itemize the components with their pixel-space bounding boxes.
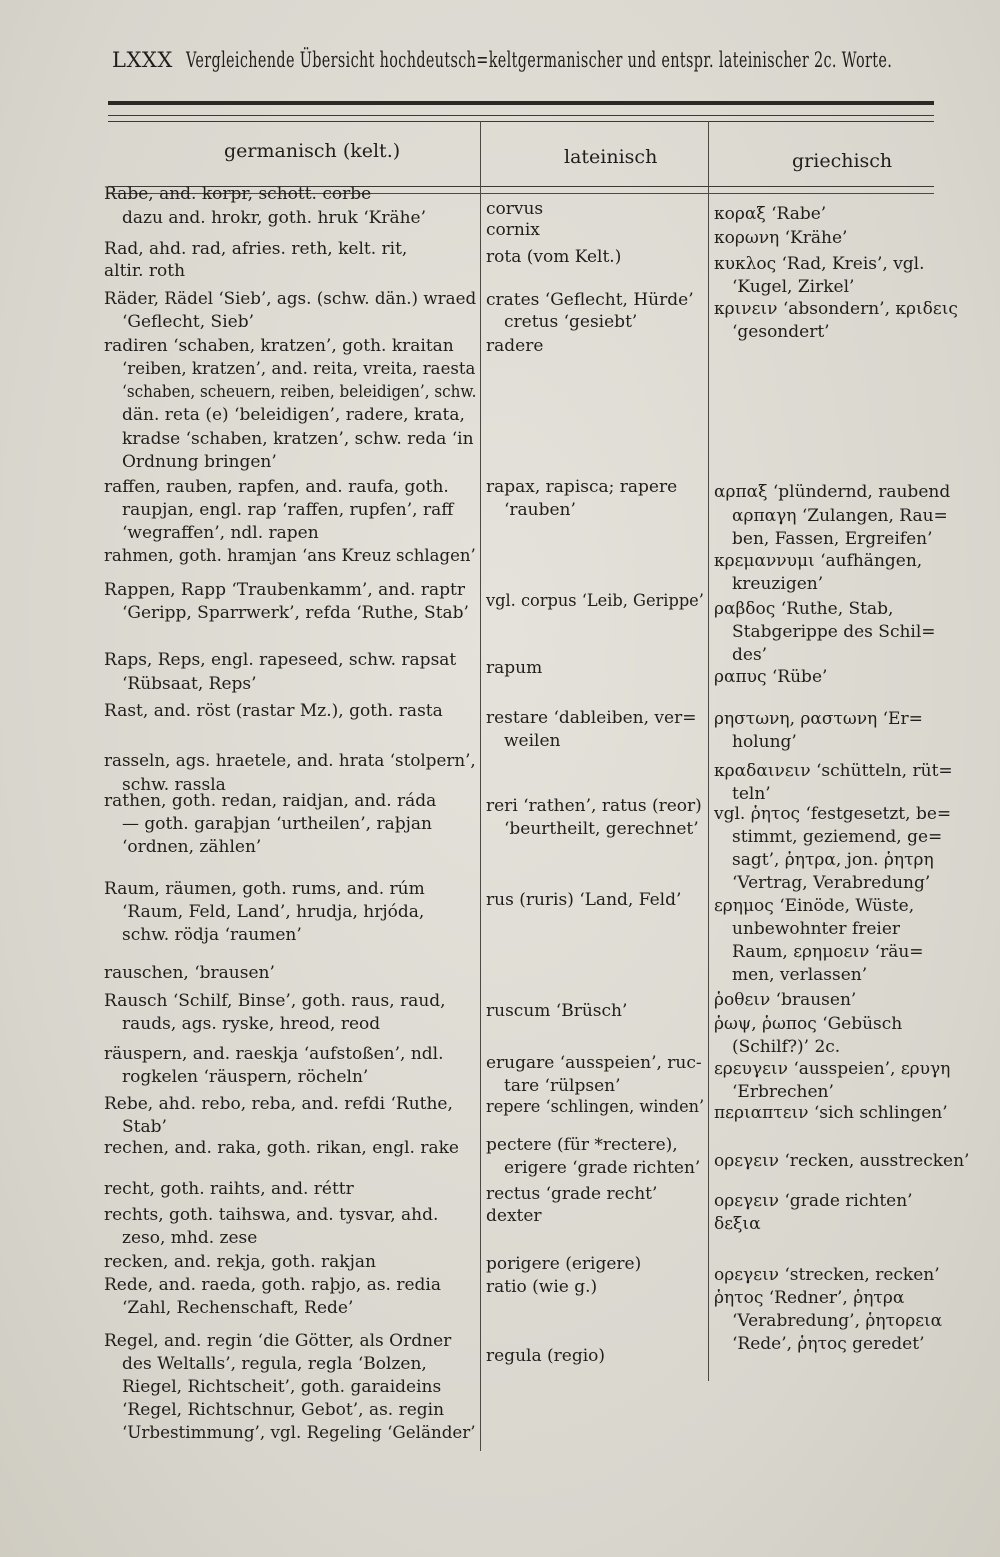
greek-entry-line: Raum, ερημοειν ‘räu= — [732, 942, 924, 962]
germanic-entry-line: rauschen, ‘brausen’ — [104, 963, 275, 983]
column-header-latin: lateinisch — [564, 146, 658, 168]
latin-entry-line: tare ‘rülpsen’ — [504, 1076, 621, 1096]
latin-entry-line: cornix — [486, 220, 540, 240]
latin-entry-line: dexter — [486, 1206, 542, 1226]
latin-entry-line: corvus — [486, 199, 544, 219]
page-number: LXXX — [112, 48, 173, 72]
germanic-entry-line: ‘ordnen, zählen’ — [122, 837, 262, 857]
germanic-entry-line: ‘reiben, kratzen’, and. reita, vreita, raesta — [122, 359, 476, 379]
germanic-entry-line: Rede, and. raeda, goth. raþjo, as. redia — [104, 1275, 442, 1295]
greek-entry-line: ερευγειν ‘ausspeien’, ερυγη — [714, 1059, 951, 1079]
germanic-entry-line: rathen, goth. redan, raidjan, and. ráda — [104, 791, 437, 811]
column-header-greek: griechisch — [792, 150, 893, 172]
greek-entry-line: sagt’, ῥητρα, jon. ῥητρη — [732, 850, 934, 870]
greek-entry-line: ben, Fassen, Ergreifen’ — [732, 529, 933, 549]
germanic-entry-line: ‘Regel, Richtschnur, Gebot’, as. regin — [122, 1400, 445, 1420]
germanic-entry-line: Rad, ahd. rad, afries. reth, kelt. rit, — [104, 239, 408, 259]
latin-entry-line: pectere (für *rectere), — [486, 1135, 678, 1155]
latin-entry-line: ‘beurtheilt, gerechnet’ — [504, 819, 699, 839]
greek-entry-line: ‘Erbrechen’ — [732, 1082, 834, 1102]
greek-entry-line: ραβδος ‘Ruthe, Stab, — [714, 599, 894, 619]
latin-entry-line: ‘rauben’ — [504, 500, 576, 520]
latin-entry-line: rus (ruris) ‘Land, Feld’ — [486, 890, 682, 910]
latin-entry-line: weilen — [504, 731, 561, 751]
germanic-entry-line: dän. reta (e) ‘beleidigen’, radere, krata, — [122, 405, 465, 425]
latin-entry-line: ruscum ‘Brüsch’ — [486, 1001, 628, 1021]
greek-entry-line: ραπυς ‘Rübe’ — [714, 667, 828, 687]
greek-entry-line: ‘Verabredung’, ῥητορεια — [732, 1311, 943, 1331]
greek-entry-line: des’ — [732, 645, 768, 665]
latin-entry-line: erugare ‘ausspeien’, ruc- — [486, 1053, 702, 1073]
germanic-entry-line: Raum, räumen, goth. rums, and. rúm — [104, 879, 425, 899]
latin-entry-line: rectus ‘grade recht’ — [486, 1184, 658, 1204]
greek-entry-line: teln’ — [732, 784, 771, 804]
germanic-entry-line: ‘Rübsaat, Reps’ — [122, 674, 257, 694]
germanic-entry-line: rechen, and. raka, goth. rikan, engl. rake — [104, 1138, 459, 1158]
greek-entry-line: ῥωψ, ῥωπος ‘Gebüsch — [714, 1014, 903, 1034]
germanic-entry-line: rogkelen ‘räuspern, röcheln’ — [122, 1067, 369, 1087]
germanic-entry-line: raffen, rauben, rapfen, and. raufa, goth. — [104, 477, 449, 497]
greek-entry-line: kreuzigen’ — [732, 574, 824, 594]
germanic-entry-line: — goth. garaþjan ‘urtheilen’, raþjan — [122, 814, 432, 834]
germanic-entry-line: recken, and. rekja, goth. rakjan — [104, 1252, 376, 1272]
greek-entry-line: ρηστωνη, ραστωνη ‘Er= — [714, 709, 923, 729]
germanic-entry-line: ‘Zahl, Rechenschaft, Rede’ — [122, 1298, 354, 1318]
greek-entry-line: vgl. ῥητος ‘festgesetzt, be= — [714, 804, 952, 824]
latin-entry-line: regula (regio) — [486, 1346, 605, 1366]
greek-entry-line: men, verlassen’ — [732, 965, 868, 985]
greek-entry-line: Stabgerippe des Schil= — [732, 622, 936, 642]
germanic-entry-line: Rast, and. röst (rastar Mz.), goth. rasta — [104, 701, 443, 721]
germanic-entry-line: rasseln, ags. hraetele, and. hrata ‘stolpern’, — [104, 751, 476, 771]
greek-entry-line: (Schilf?)’ 2c. — [732, 1037, 841, 1057]
germanic-entry-line: ‘schaben, scheuern, reiben, beleidigen’, schw. — [122, 382, 477, 402]
greek-entry-line: stimmt, geziemend, ge= — [732, 827, 943, 847]
germanic-entry-line: rahmen, goth. hramjan ‘ans Kreuz schlagen’ — [104, 546, 476, 566]
germanic-entry-line: Regel, and. regin ‘die Götter, als Ordner — [104, 1331, 452, 1351]
germanic-entry-line: ‘Raum, Feld, Land’, hrudja, hrjóda, — [122, 902, 425, 922]
greek-entry-line: ορεγειν ‘grade richten’ — [714, 1191, 913, 1211]
germanic-entry-line: Rebe, ahd. rebo, reba, and. refdi ‘Ruthe, — [104, 1094, 453, 1114]
germanic-entry-line: schw. rödja ‘raumen’ — [122, 925, 302, 945]
greek-entry-line: unbewohnter freier — [732, 919, 901, 939]
latin-entry-line: crates ‘Geflecht, Hürde’ — [486, 290, 694, 310]
greek-entry-line: ‘Vertrag, Verabredung’ — [732, 873, 931, 893]
latin-entry-line: rota (vom Kelt.) — [486, 247, 622, 267]
greek-entry-line: αρπαξ ‘plündernd, raubend — [714, 482, 951, 502]
germanic-entry-line: ‘Urbestimmung’, vgl. Regeling ‘Geländer’ — [122, 1423, 476, 1443]
germanic-entry-line: radiren ‘schaben, kratzen’, goth. kraitan — [104, 336, 454, 356]
germanic-entry-line: Räder, Rädel ‘Sieb’, ags. (schw. dän.) wraed — [104, 289, 477, 309]
page-title: Vergleichende Übersicht hochdeutsch=keltgermanischer und entspr. lateinischer 2c. Worte. — [186, 48, 893, 72]
latin-entry-line: ratio (wie g.) — [486, 1277, 598, 1297]
germanic-entry-line: recht, goth. raihts, and. réttr — [104, 1179, 354, 1199]
greek-entry-line: κρινειν ‘absondern’, κριδεις — [714, 299, 958, 319]
greek-entry-line: ερημος ‘Einöde, Wüste, — [714, 896, 915, 916]
greek-entry-line: κυκλος ‘Rad, Kreis’, vgl. — [714, 254, 925, 274]
germanic-entry-line: raupjan, engl. rap ‘raffen, rupfen’, raff — [122, 500, 454, 520]
greek-entry-line: κραδαινειν ‘schütteln, rüt= — [714, 761, 953, 781]
page-header — [112, 48, 892, 88]
latin-entry-line: rapum — [486, 658, 543, 678]
germanic-entry-line: rechts, goth. taihswa, and. tysvar, ahd. — [104, 1205, 439, 1225]
latin-entry-line: vgl. corpus ‘Leib, Gerippe’ — [486, 591, 704, 611]
column-header-germanic: germanisch (kelt.) — [224, 140, 401, 162]
germanic-entry-line: altir. roth — [104, 261, 186, 281]
greek-entry-line: ῥοθειν ‘brausen’ — [714, 990, 857, 1010]
germanic-entry-line: ‘Geripp, Sparrwerk’, refda ‘Ruthe, Stab’ — [122, 603, 469, 623]
latin-entry-line: repere ‘schlingen, winden’ — [486, 1097, 705, 1117]
greek-entry-line: ‘Rede’, ῥητος geredet’ — [732, 1334, 925, 1354]
header-rule-thick — [108, 101, 934, 105]
greek-entry-line: holung’ — [732, 732, 797, 752]
germanic-entry-line: Raps, Reps, engl. rapeseed, schw. rapsat — [104, 650, 457, 670]
column-divider-1 — [480, 121, 481, 1451]
greek-entry-line: ῥητος ‘Redner’, ῥητρα — [714, 1288, 905, 1308]
latin-entry-line: rapax, rapisca; rapere — [486, 477, 678, 497]
germanic-entry-line: Rappen, Rapp ‘Traubenkamm’, and. raptr — [104, 580, 466, 600]
germanic-entry-line: kradse ‘schaben, kratzen’, schw. reda ‘in — [122, 429, 474, 449]
greek-entry-line: ‘Kugel, Zirkel’ — [732, 277, 855, 297]
greek-entry-line: αρπαγη ‘Zulangen, Rau= — [732, 506, 948, 526]
greek-entry-line: κορωνη ‘Krähe’ — [714, 228, 848, 248]
germanic-entry-line: Riegel, Richtscheit’, goth. garaideins — [122, 1377, 442, 1397]
latin-entry-line: porigere (erigere) — [486, 1254, 642, 1274]
latin-entry-line: cretus ‘gesiebt’ — [504, 312, 638, 332]
latin-entry-line: reri ‘rathen’, ratus (reor) — [486, 796, 702, 816]
germanic-entry-line: räuspern, and. raeskja ‘aufstoßen’, ndl. — [104, 1044, 444, 1064]
latin-entry-line: radere — [486, 336, 544, 356]
germanic-entry-line: ‘Geflecht, Sieb’ — [122, 312, 254, 332]
latin-entry-line: erigere ‘grade richten’ — [504, 1158, 701, 1178]
header-rule-thin-2 — [108, 121, 934, 122]
greek-entry-line: δεξια — [714, 1214, 761, 1234]
germanic-entry-line: des Weltalls’, regula, regla ‘Bolzen, — [122, 1354, 427, 1374]
germanic-entry-line: Rausch ‘Schilf, Binse’, goth. raus, raud, — [104, 991, 446, 1011]
header-rule-thin — [108, 115, 934, 116]
germanic-entry-line: Stab’ — [122, 1117, 167, 1137]
germanic-entry-line: ‘wegraffen’, ndl. rapen — [122, 523, 319, 543]
greek-entry-line: περιαπτειν ‘sich schlingen’ — [714, 1103, 948, 1123]
germanic-entry-line: Ordnung bringen’ — [122, 452, 277, 472]
latin-entry-line: restare ‘dableiben, ver= — [486, 708, 697, 728]
greek-entry-line: ορεγειν ‘recken, ausstrecken’ — [714, 1151, 970, 1171]
column-divider-2 — [708, 121, 709, 1381]
germanic-entry-line: dazu and. hrokr, goth. hruk ‘Krähe’ — [122, 208, 426, 228]
germanic-entry-line: zeso, mhd. zese — [122, 1228, 258, 1248]
greek-entry-line: ορεγειν ‘strecken, recken’ — [714, 1265, 940, 1285]
germanic-entry-line: Rabe, and. korpr, schott. corbe — [104, 184, 372, 204]
greek-entry-line: ‘gesondert’ — [732, 322, 830, 342]
germanic-entry-line: rauds, ags. ryske, hreod, reod — [122, 1014, 381, 1034]
greek-entry-line: κρεμαννυμι ‘aufhängen, — [714, 551, 923, 571]
greek-entry-line: κοραξ ‘Rabe’ — [714, 204, 827, 224]
germanic-entry-line: schw. rassla — [122, 775, 226, 795]
